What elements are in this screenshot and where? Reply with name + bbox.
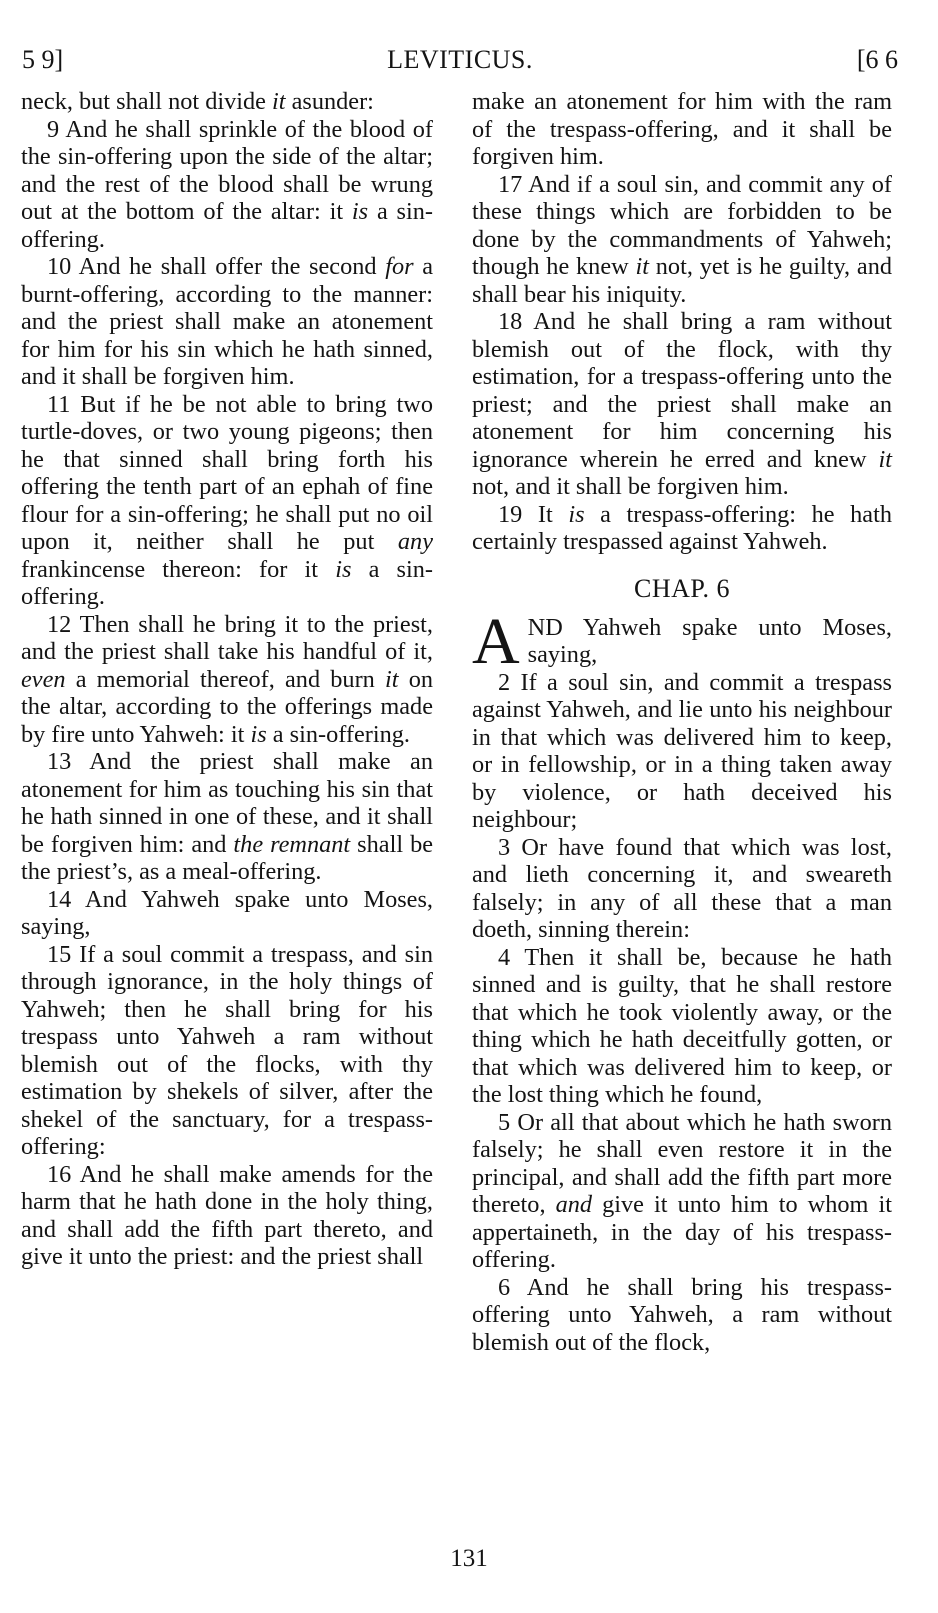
- text-segment: 12 Then shall he bring it to the priest, and the priest shall take his handful of it,: [21, 610, 433, 665]
- italic-text-segment: it: [878, 445, 892, 473]
- verse-paragraph: [21, 748, 433, 886]
- verse-paragraph: [472, 669, 892, 834]
- text-segment: not, yet is he guilty, and shall bear his iniquity.: [472, 253, 892, 308]
- continued-paragraph: [21, 88, 433, 116]
- text-segment: 16 And he shall make amends for the harm that he hath done in the holy thing, and shall add the fifth part thereto, and give it unto the priest: and the priest shall: [21, 1160, 433, 1270]
- page-number: 131: [450, 1545, 488, 1572]
- text-segment: 10 And he shall offer the second: [47, 253, 386, 280]
- text-segment: 4 Then it shall be, because he hath sinned and is guilty, that he shall restore that which he took violently away, or the thing which he hath deceitfully gotten, or that which was delivered him to keep, or the lost thing which he found,: [472, 943, 892, 1108]
- right-column-verses-chapter-6: [472, 669, 892, 1357]
- text-segment: 9 And he shall sprinkle of the blood of the sin-offering upon the side of the altar; and the rest of the blood shall be wrung out at the bottom of the altar: it: [21, 115, 433, 225]
- text-segment: 17 And if a soul sin, and commit any of these things which are forbidden to be done by the commandments of Yahweh; though he knew: [472, 170, 892, 280]
- italic-text-segment: is: [335, 555, 352, 583]
- verse-paragraph: [21, 391, 433, 611]
- text-segment: 6 And he shall bring his trespass-offering unto Yahweh, a ram without blemish out of the flock,: [472, 1273, 892, 1356]
- text-segment: 5 Or all that about which he hath sworn falsely; he shall even restore it in the principal, and shall add the fifth part more thereto,: [472, 1108, 892, 1218]
- header-left-reference: 5 9]: [22, 45, 64, 74]
- italic-text-segment: it: [635, 253, 649, 280]
- italic-text-segment: is: [351, 198, 369, 225]
- text-segment: 14 And Yahweh spake unto Moses, saying,: [21, 885, 433, 940]
- header-book-title: LEVITICUS.: [387, 45, 533, 74]
- text-segment: 19 It: [498, 500, 569, 528]
- drop-cap-letter: A: [472, 604, 520, 678]
- verse-paragraph: [21, 253, 433, 391]
- verse-paragraph: [472, 1274, 892, 1357]
- text-segment: make an atonement for him with the ram of the trespass-offering, and it shall be forgiven him.: [472, 88, 892, 170]
- text-segment: 11 But if he be not able to bring two turtle-doves, or two young pigeons; then he that sinned shall bring forth his offering the tenth part of an ephah of fine flour for a sin-offering; he shall put no oil upon it, neither shall he put: [21, 390, 433, 555]
- verse-paragraph: [472, 308, 892, 501]
- text-segment: shall be the priest’s, as a meal-offering.: [21, 830, 433, 885]
- running-header: [22, 40, 898, 80]
- text-segment: a sin-offering.: [21, 555, 433, 610]
- chapter-opening-paragraph: [472, 604, 892, 678]
- text-segment: neck, but shall not divide: [21, 88, 273, 115]
- text-segment: 13 And the priest shall make an atonement for him as touching his sin that he hath sinned in one of these, and it shall be forgiven him: and: [21, 748, 433, 858]
- text-segment: give it unto him to whom it appertaineth, in the day of his trespass-offering.: [472, 1191, 892, 1273]
- text-segment: a memorial thereof, and burn: [65, 665, 385, 693]
- italic-text-segment: is: [250, 720, 267, 748]
- text-segment: on the altar, according to the offerings made by fire unto Yahweh: it: [21, 665, 433, 748]
- verse-paragraph: [21, 611, 433, 749]
- verse-paragraph: [472, 834, 892, 944]
- text-segment: not, and it shall be forgiven him.: [472, 473, 789, 500]
- right-text-column: [472, 88, 892, 1356]
- italic-text-segment: any: [397, 528, 433, 555]
- text-segment: asunder:: [285, 88, 374, 115]
- text-segment: ND Yahweh spake unto Moses, saying,: [527, 613, 892, 668]
- verse-paragraph: [21, 116, 433, 254]
- verse-paragraph: [21, 941, 433, 1161]
- text-segment: a sin-offering.: [21, 198, 433, 253]
- verse-paragraph: [21, 1161, 433, 1271]
- verse-paragraph: [472, 944, 892, 1109]
- verse-paragraph: [472, 1109, 892, 1274]
- right-column-verses-chapter-5: [472, 88, 892, 556]
- verse-paragraph: [21, 886, 433, 941]
- chapter-heading: CHAP. 6: [634, 573, 730, 603]
- text-segment: 2 If a soul sin, and commit a trespass against Yahweh, and lie unto his neighbour in that which was delivered him to keep, or in fellowship, or in a thing taken away by violence, or hath deceived his neighbour;: [472, 668, 892, 833]
- text-segment: a sin-offering.: [266, 720, 410, 748]
- text-segment: 15 If a soul commit a trespass, and sin through ignorance, in the holy things of Yahweh; then he shall bring for his trespass unto Yahweh a ram without blemish out of the flocks, with thy estimation by shekels of silver, after the shekel of the sanctuary, for a trespass-offering:: [21, 940, 433, 1160]
- chapter-opening-text: [472, 604, 892, 678]
- italic-text-segment: and: [555, 1191, 593, 1218]
- italic-text-segment: it: [272, 88, 286, 115]
- continued-paragraph: [472, 88, 892, 171]
- text-segment: 18 And he shall bring a ram without blemish out of the flock, with thy estimation, for a trespass-offering unto the priest; and the priest shall make an atonement for him concerning his ignorance wherein he erred and knew: [472, 308, 892, 473]
- verse-paragraph: [472, 501, 892, 556]
- text-segment: a trespass-offering: he hath certainly trespassed against Yahweh.: [472, 500, 892, 555]
- italic-text-segment: even: [21, 665, 66, 693]
- text-segment: frankincense thereon: for it: [21, 555, 336, 583]
- verse-paragraph: [472, 171, 892, 309]
- italic-text-segment: it: [385, 665, 399, 693]
- text-segment: 3 Or have found that which was lost, and lieth concerning it, and sweareth falsely; in any of all these that a man doeth, sinning therein:: [472, 833, 892, 943]
- italic-text-segment: for: [385, 253, 414, 280]
- header-right-reference: [6 6: [856, 45, 898, 74]
- text-segment: a burnt-offering, according to the manner: and the priest shall make an atonement for him for his sin which he hath sinned, and it shall be forgiven him.: [21, 253, 434, 390]
- italic-text-segment: the remnant: [233, 830, 351, 858]
- italic-text-segment: is: [568, 500, 585, 528]
- left-text-column: [21, 88, 433, 1271]
